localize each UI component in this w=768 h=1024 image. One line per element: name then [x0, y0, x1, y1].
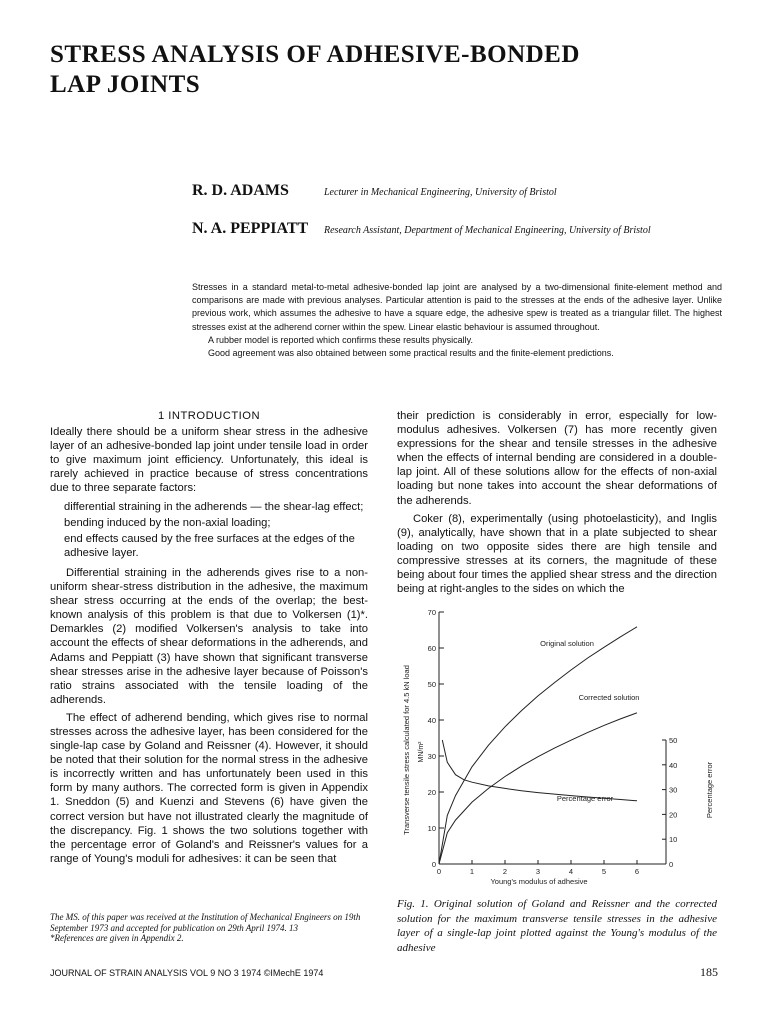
left-column [50, 409, 368, 870]
footnote: The MS. of this paper was received at the Institution of Mechanical Engineers on 19th September 1973 and accepted for publication on 29th April 1974. 13 [50, 912, 361, 933]
author-affiliation: Lecturer in Mechanical Engineering, University of Bristol [324, 187, 557, 198]
journal-line: JOURNAL OF STRAIN ANALYSIS VOL 9 NO 3 1974 ©IMechE 1974 [50, 968, 324, 978]
x-tick-label: 3 [535, 867, 541, 876]
y2-tick-label: 20 [669, 810, 678, 820]
y-tick-label: 50 [427, 680, 436, 689]
factor-list [50, 500, 368, 560]
y2-tick-label: 10 [669, 835, 678, 845]
chart-axes [428, 608, 678, 876]
figure-caption: Fig. 1. Original solution of Goland and Reissner and the corrected solution for the maximum transverse tensile stresses in the adhesive layer of a single-lap joint plotted against the Young's modulus of the adhesive [397, 898, 717, 954]
y-axis-units: MN/m² [418, 741, 425, 763]
x-tick-label: 1 [469, 867, 475, 876]
paper-title [50, 40, 690, 100]
page-footer [50, 965, 718, 979]
abstract [192, 281, 722, 360]
y-tick-label: 10 [427, 824, 436, 833]
y2-tick-label: 40 [669, 760, 678, 770]
chart-marks [439, 627, 637, 864]
x-axis-label: Young's modulus of adhesive [490, 877, 588, 886]
body-paragraph: Ideally there should be a uniform shear stress in the adhesive layer of an adhesive-bonded lap joint under tensile load in order to give maximum joint efficiency. Unfortunately, this ideal is rarely achieved in practice because of stress concentrations due to three separate factors: [50, 426, 368, 495]
right-column [397, 409, 717, 600]
annotation-corrected: Corrected solution [578, 693, 640, 702]
y2-tick-label: 0 [669, 860, 674, 869]
x-tick-label: 5 [601, 867, 607, 876]
y-tick-label: 40 [427, 716, 436, 725]
section-heading: 1 INTRODUCTION [157, 410, 261, 422]
series-line-corrected-solution [439, 713, 637, 864]
abstract-paragraph: Good agreement was also obtained between some practical results and the finite-element predictions. [208, 348, 614, 359]
footnotes [50, 912, 368, 944]
title-line: STRESS ANALYSIS OF ADHESIVE-BONDED [50, 41, 580, 68]
abstract-paragraph: Stresses in a standard metal-to-metal adhesive-bonded lap joint are analysed by a two-dimensional finite-element method and comparisons are made with previous analyses. Particular attention is paid to the stresses at the ends of the adhesive layer. Unlike previous work, which assumes the adhesive to have a square edge, the adhesive spew is treated as a triangular fillet. The highest stresses exist at the adherend corner within the spew. Linear elastic behaviour is assumed throughout. [192, 282, 722, 332]
annotation-percentage-error: Percentage error [556, 794, 614, 803]
body-paragraph: The effect of adherend bending, which gives rise to normal stresses across the adhesive layer, has been considered for the single-lap case by Goland and Reissner (4). However, it should be noted that their solution for the normal stress in the adhesive is incorrectly written and has unfortunately been used in this form by many authors. The corrected form is given in Appendix 1. Sneddon (5) and Kuenzi and Stevens (6) have given the correct version but have not illustrated clearly the magnitude of the discrepancy. Fig. 1 shows the two solutions together with the percentage error of Goland's and Reissner's values for a range of Young's moduli for adhesives: it can be seen that [50, 711, 368, 865]
x-tick-label: 6 [634, 867, 640, 876]
annotation-original: Original solution [540, 639, 594, 648]
x-tick-label: 2 [502, 867, 508, 876]
series-line-original-solution [439, 627, 637, 864]
x-tick-label: 0 [436, 867, 442, 876]
y-tick-label: 70 [427, 608, 436, 617]
figure-1-chart [395, 600, 717, 892]
author-name: R. D. ADAMS [192, 182, 289, 199]
author-block [192, 220, 651, 238]
y-tick-label: 20 [427, 788, 436, 797]
y2-tick-label: 30 [669, 785, 678, 795]
y-tick-label: 60 [427, 644, 436, 653]
abstract-paragraph: A rubber model is reported which confirms these results physically. [208, 334, 473, 345]
author-affiliation: Research Assistant, Department of Mechanical Engineering, University of Bristol [324, 225, 651, 236]
author-block [192, 182, 557, 200]
body-paragraph: their prediction is considerably in error, especially for low-modulus adhesives. Volkersen (7) has more recently given expressions for the shear and tensile stresses in the adhesive when the effects of internal bending are considered in a double-lap joint. All of these solutions allow for the effects of non-axial loading but none takes into account the shear deformations of the adherends. [397, 410, 717, 507]
page-number: 185 [700, 965, 718, 979]
y-axis-label: Transverse tensile stress calculated for 4.5 kN load [402, 665, 411, 835]
list-item: bending induced by the non-axial loading; [64, 516, 271, 529]
y2-axis-label: Percentage error [705, 761, 714, 819]
author-name: N. A. PEPPIATT [192, 220, 309, 237]
y2-tick-label: 50 [669, 736, 678, 745]
series-line-percentage-error [442, 740, 637, 801]
list-item: end effects caused by the free surfaces at the edges of the adhesive layer. [64, 532, 355, 559]
body-paragraph: Differential straining in the adherends gives rise to a non-uniform shear-stress distribution in the adhesive, the maximum shear stress occurring at the ends of the overlap; the best-known analysis of this problem is that due to Volkersen (1)*. Demarkles (2) modified Volkersen's analysis to take into account the effects of shear deformations in the adherends, and Adams and Peppiatt (3) have shown that significant transverse shear stresses arise in the adhesive layer because of Poisson's ratio strains associated with the tensile loading of the adherends. [50, 566, 368, 706]
y-tick-label: 0 [431, 860, 436, 869]
x-tick-label: 4 [568, 867, 574, 876]
title-line: LAP JOINTS [50, 71, 201, 98]
list-item: differential straining in the adherends — the shear-lag effect; [64, 500, 364, 513]
y-tick-label: 30 [427, 752, 436, 761]
footnote: *References are given in Appendix 2. [50, 933, 184, 943]
body-paragraph: Coker (8), experimentally (using photoelasticity), and Inglis (9), analytically, have shown that in a plate subjected to shear loading on two opposite sides there are high tensile and compressive stresses at its corners, the magnitude of these being about four times the applied shear stress and the direction being at right-angles to the sides on which the [397, 512, 717, 596]
